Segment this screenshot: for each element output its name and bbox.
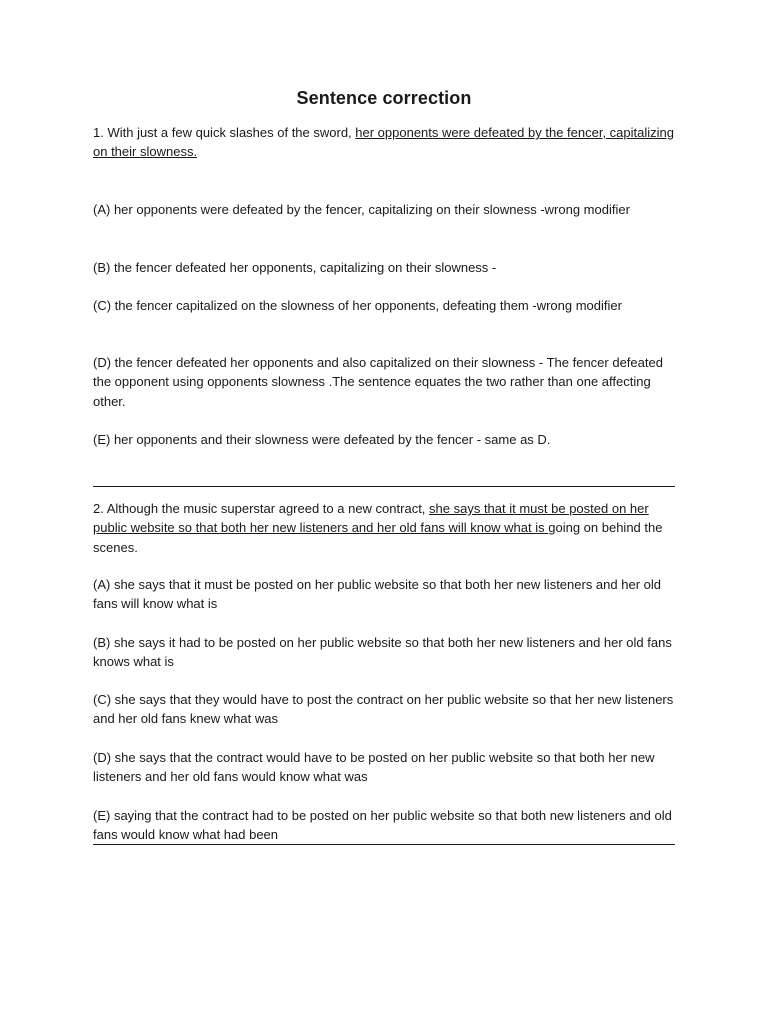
q1-option-a: (A) her opponents were defeated by the fencer, capitalizing on their slowness -wrong modifier [93,202,630,217]
q1-option-b: (B) the fencer defeated her opponents, capitalizing on their slowness - [93,260,497,275]
question-2-suffix: going on behind the scenes. [93,520,663,555]
bottom-divider [93,844,675,845]
q2-option-a: (A) she says that it must be posted on her public website so that both her new listeners and her old fans will know what is [93,577,661,612]
section-divider [93,486,675,487]
question-1-stem [93,123,678,162]
question-2-stem [93,499,678,557]
q2-option-e: (E) saying that the contract had to be posted on her public website so that both new listeners and old fans would know what had been [93,808,672,843]
question-1-prefix: 1. With just a few quick slashes of the sword, [93,125,356,140]
q1-option-e: (E) her opponents and their slowness were defeated by the fencer - same as D. [93,432,551,447]
q2-option-d: (D) she says that the contract would have to be posted on her public website so that both her new listeners and her old fans would know what was [93,750,655,785]
question-2-underlined: she says that it must be posted on her public website so that both her new listeners and her old fans will know what is [93,501,649,536]
q2-option-b: (B) she says it had to be posted on her public website so that both her new listeners and her old fans knows what is [93,635,672,670]
q1-option-d: (D) the fencer defeated her opponents and also capitalized on their slowness - The fencer defeated the opponent using opponents slowness .The sentence equates the two rather than one affecting other. [93,355,663,409]
question-1-underlined: her opponents were defeated by the fencer, capitalizing on their slowness. [93,125,674,160]
q1-option-c: (C) the fencer capitalized on the slowness of her opponents, defeating them -wrong modifier [93,298,622,313]
page-title: Sentence correction [296,88,472,108]
question-2-prefix: 2. Although the music superstar agreed to a new contract, [93,501,430,516]
q2-option-c: (C) she says that they would have to post the contract on her public website so that her new listeners and her old fans knew what was [93,692,674,727]
